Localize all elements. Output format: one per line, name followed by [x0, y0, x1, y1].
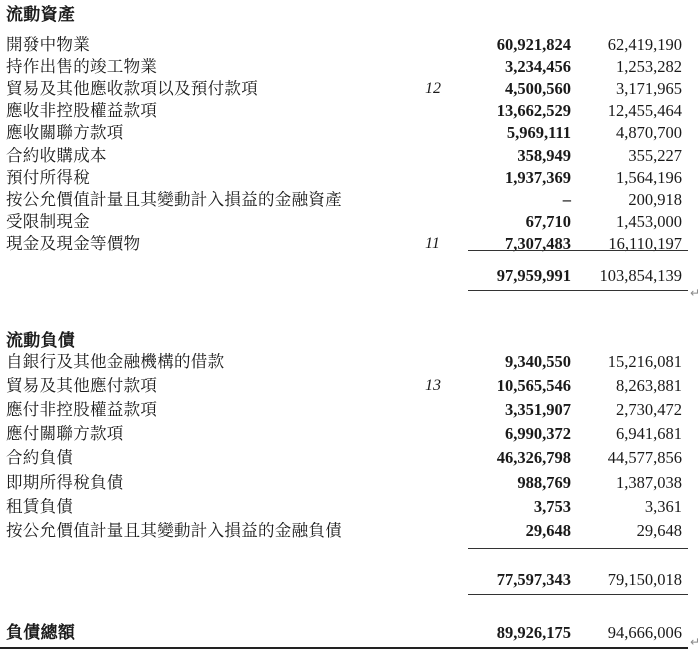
current-liabilities-total-row: [0, 569, 700, 591]
asset-row: [0, 189, 700, 211]
asset-label: 貿易及其他應收款項以及預付款項: [6, 79, 258, 99]
liabilities-subtotal-rule: [468, 548, 688, 549]
liability-row: [0, 447, 700, 469]
liability-label: 應付關聯方款項: [6, 424, 124, 444]
asset-row: [0, 145, 700, 167]
asset-label: 現金及現金等價物: [6, 233, 141, 253]
asset-note: 12: [425, 80, 441, 98]
liability-row: [0, 399, 700, 421]
liability-current: 29,648: [525, 520, 571, 540]
asset-label: 預付所得稅: [6, 167, 90, 187]
liability-label: 應付非控股權益款項: [6, 400, 158, 420]
assets-subtotal-rule: [468, 250, 688, 251]
asset-current: 1,937,369: [505, 167, 571, 187]
liabilities-total-rule: [468, 594, 688, 595]
asset-label: 應收非控股權益款項: [6, 101, 158, 121]
liability-label: 自銀行及其他金融機構的借款: [6, 352, 225, 371]
current-assets-total-current: 97,959,991: [496, 266, 571, 285]
liability-current: 3,753: [533, 496, 571, 516]
asset-current: 3,234,456: [505, 57, 571, 77]
asset-row: [0, 211, 700, 233]
total-liabilities-current: 89,926,175: [496, 623, 571, 642]
asset-label: 持作出售的竣工物業: [6, 57, 158, 77]
asset-row: [0, 78, 700, 100]
current-assets-heading-row: [0, 4, 700, 26]
assets-total-rule: [468, 290, 688, 291]
liability-label: 貿易及其他應付款項: [6, 376, 158, 396]
liability-note: 13: [425, 377, 441, 395]
current-liabilities-total-previous: 79,150,018: [607, 570, 682, 589]
return-mark-1: ↵: [690, 286, 700, 300]
liability-row: [0, 423, 700, 445]
asset-label: 開發中物業: [6, 35, 90, 54]
liability-current: 988,769: [517, 472, 571, 492]
liability-previous: 6,941,681: [616, 424, 682, 444]
current-liabilities-total-current: 77,597,343: [496, 570, 571, 589]
liability-row: [0, 496, 700, 518]
liability-row: [0, 472, 700, 494]
asset-current: 358,949: [517, 145, 571, 165]
asset-label: 合約收購成本: [6, 145, 107, 165]
asset-row: [0, 100, 700, 122]
asset-note: 11: [425, 234, 440, 252]
liability-row: [0, 375, 700, 397]
liability-previous: 15,216,081: [607, 352, 682, 371]
asset-current: 67,710: [525, 211, 571, 231]
asset-previous: 1,564,196: [616, 167, 682, 187]
total-liabilities-row: [0, 622, 700, 644]
liability-row: [0, 520, 700, 542]
asset-row: [0, 56, 700, 78]
liability-current: 6,990,372: [505, 424, 571, 444]
asset-previous: 16,110,197: [608, 233, 682, 253]
asset-row: [0, 34, 700, 56]
asset-previous: 3,171,965: [616, 79, 682, 99]
liability-current: 9,340,550: [505, 352, 571, 371]
current-liabilities-heading: 流動負債: [6, 331, 76, 351]
asset-label: 應收關聯方款項: [6, 123, 124, 143]
asset-previous: 1,253,282: [616, 57, 682, 77]
liability-current: 46,326,798: [496, 448, 571, 468]
asset-current: 4,500,560: [505, 79, 571, 99]
asset-row: [0, 167, 700, 189]
liability-previous: 44,577,856: [607, 448, 682, 468]
liability-current: 3,351,907: [505, 400, 571, 420]
asset-previous: 4,870,700: [616, 123, 682, 143]
asset-previous: 355,227: [628, 145, 682, 165]
current-liabilities-heading-row: [0, 330, 700, 352]
asset-current: 13,662,529: [496, 101, 571, 121]
total-liabilities-label: 負債總額: [6, 623, 76, 643]
liability-previous: 1,387,038: [616, 472, 682, 492]
asset-row: [0, 122, 700, 144]
return-mark-2: ↵: [690, 635, 700, 649]
asset-previous: 12,455,464: [607, 101, 682, 121]
total-liabilities-previous: 94,666,006: [607, 623, 682, 642]
asset-label: 按公允價值計量且其變動計入損益的金融資產: [6, 189, 342, 209]
liability-previous: 29,648: [636, 520, 682, 540]
current-assets-total-row: [0, 265, 700, 287]
asset-current: 7,307,483: [505, 233, 571, 253]
liability-previous: 2,730,472: [616, 400, 682, 420]
liability-row: [0, 351, 700, 373]
asset-current: –: [562, 189, 571, 209]
asset-previous: 200,918: [628, 189, 682, 209]
asset-previous: 1,453,000: [616, 211, 682, 231]
asset-label: 受限制現金: [6, 211, 90, 231]
liability-previous: 3,361: [644, 496, 682, 516]
total-liabilities-rule: [0, 647, 688, 649]
liability-label: 按公允價值計量且其變動計入損益的金融負債: [6, 520, 342, 540]
liability-label: 合約負債: [6, 448, 74, 468]
liability-current: 10,565,546: [496, 376, 571, 396]
asset-row: [0, 233, 700, 255]
current-assets-heading: 流動資產: [6, 5, 76, 25]
asset-current: 60,921,824: [496, 35, 571, 54]
liability-previous: 8,263,881: [616, 376, 682, 396]
liability-label: 租賃負債: [6, 496, 74, 516]
asset-previous: 62,419,190: [607, 35, 682, 54]
current-assets-total-previous: 103,854,139: [599, 266, 682, 285]
liability-label: 即期所得稅負債: [6, 472, 124, 492]
asset-current: 5,969,111: [506, 123, 571, 143]
